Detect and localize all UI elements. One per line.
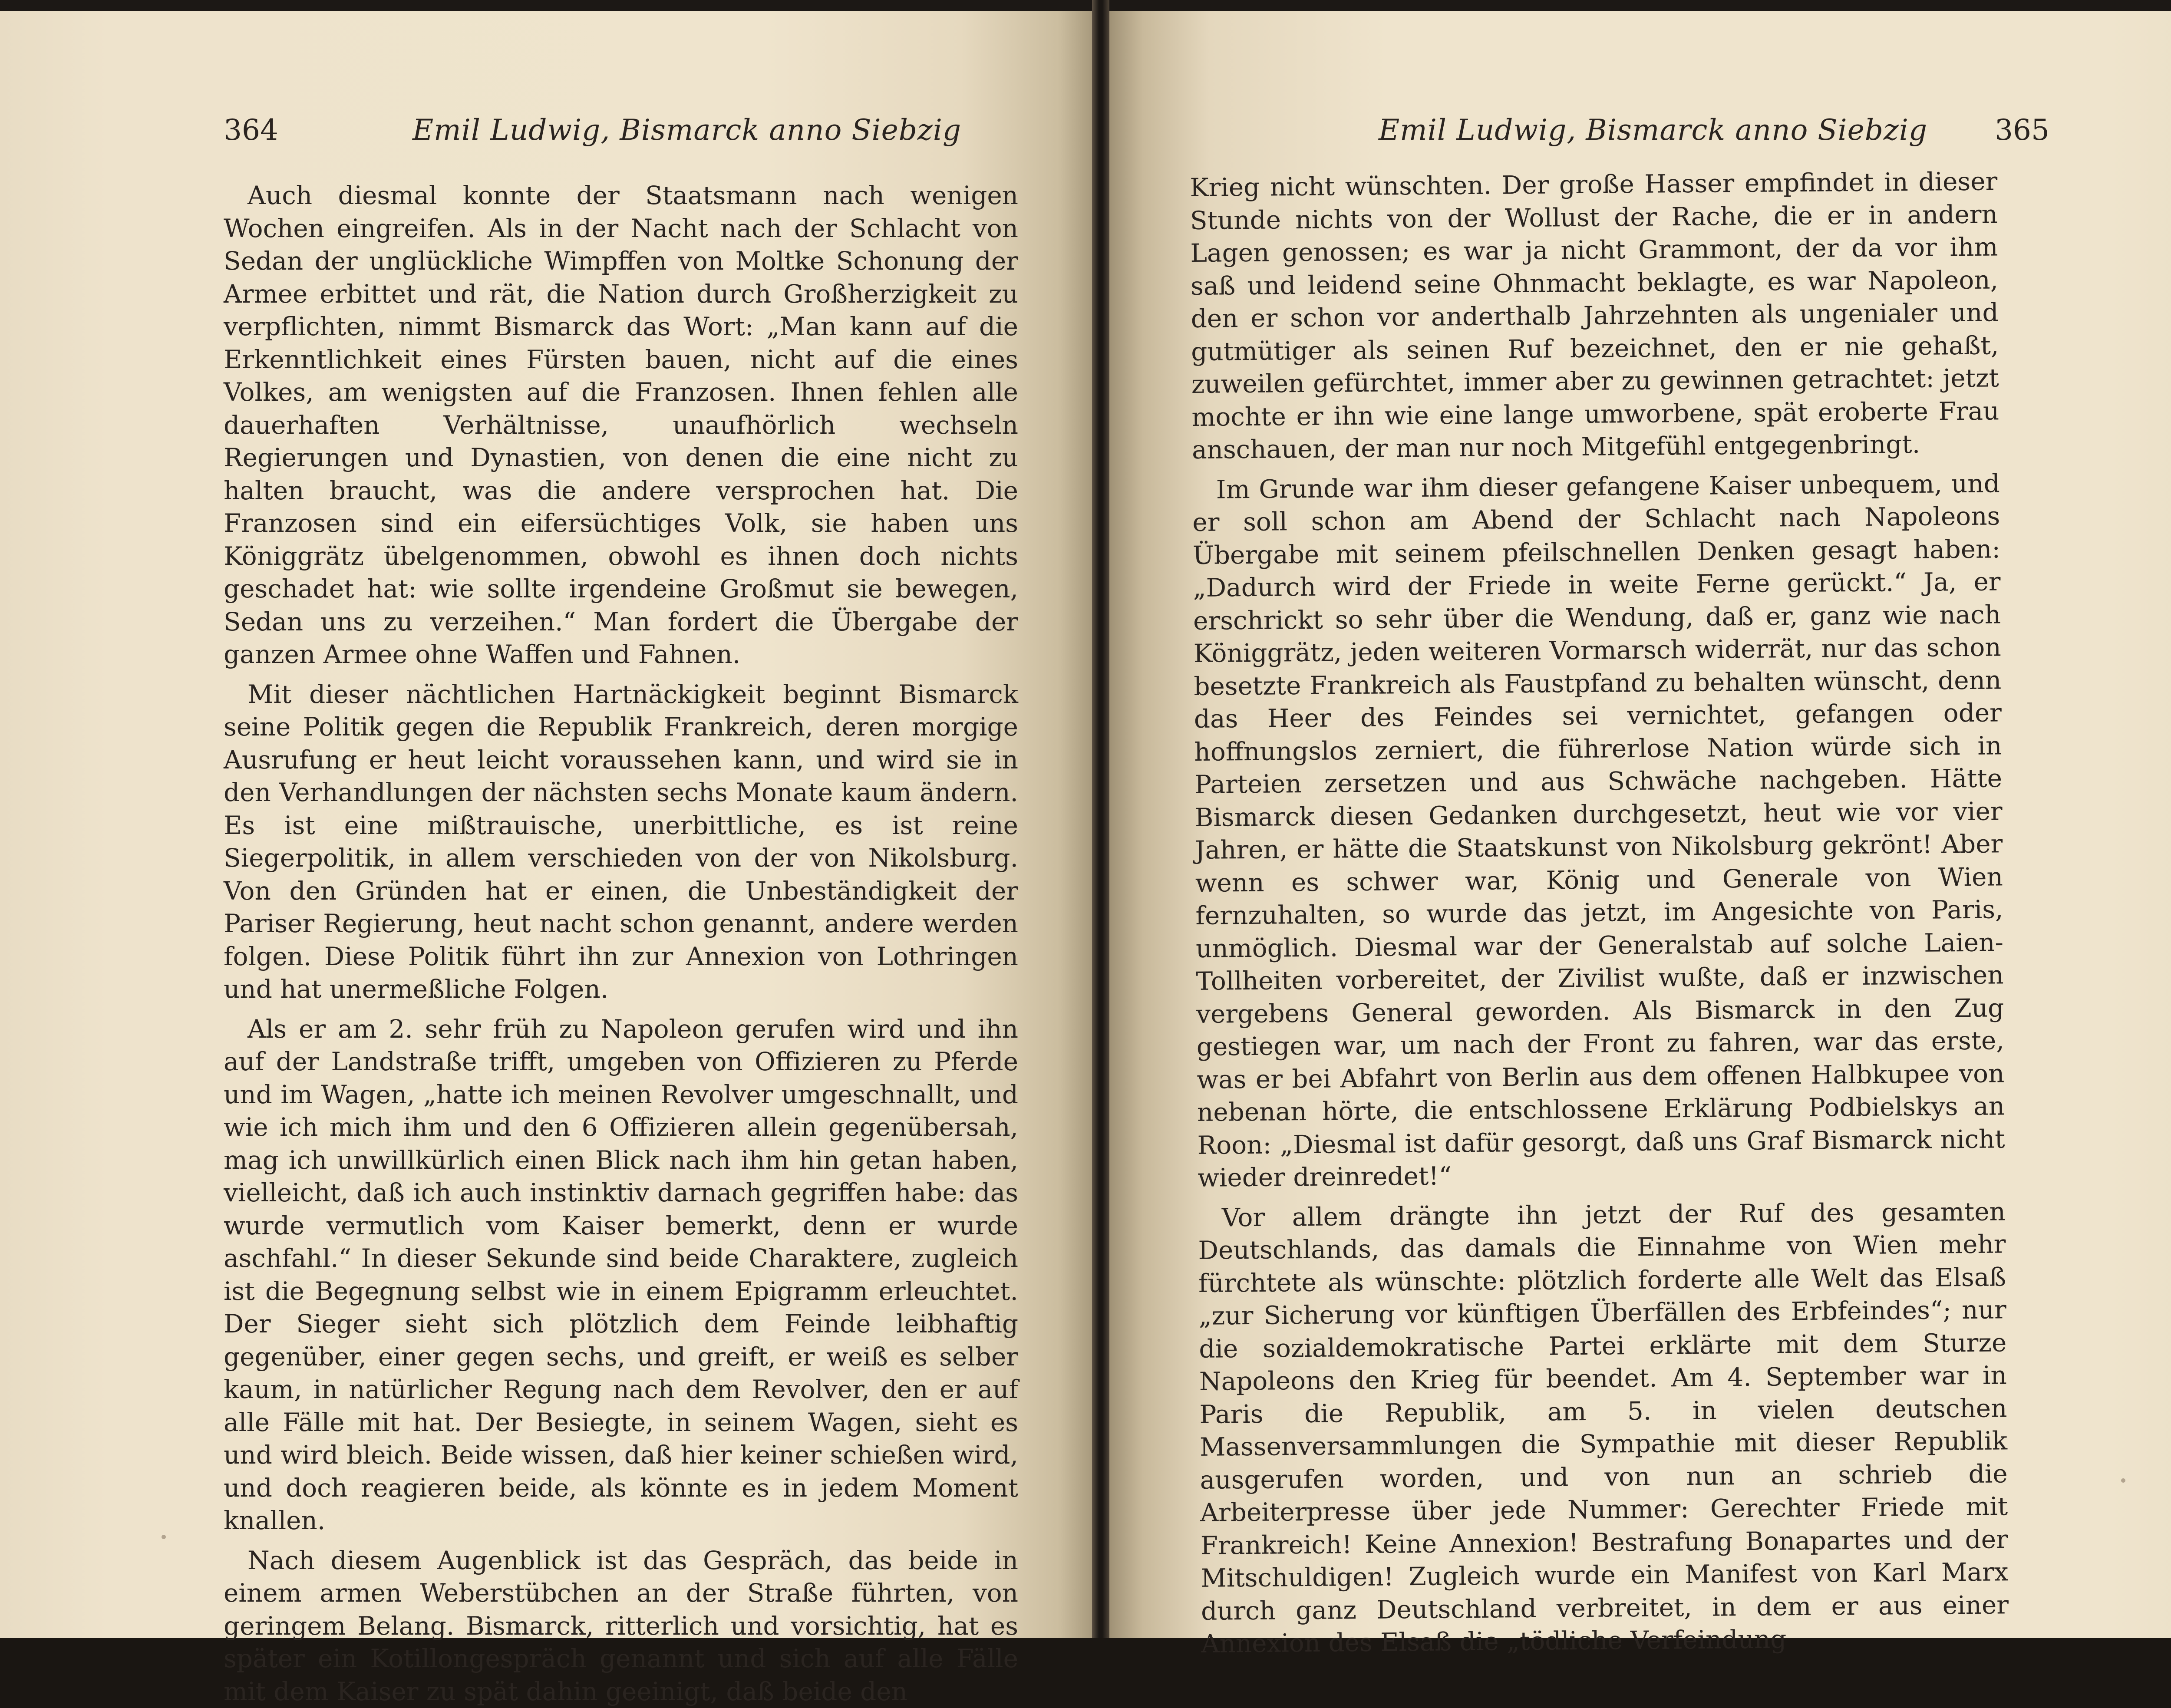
right-paragraph-3: Vor allem drängte ihn jetzt der Ruf des gesamten Deutschlands, das damals die Einnahme von Wien mehr fürchtete als wünschte: plötzlich forderte alle Welt das Elsaß „zur Sicherung vor künftigen Überfällen des Erbfeindes“; nur die sozialdemokratische Partei erklärte mit dem Sturze Napoleons den Krieg für beendet. Am 4. September war in Paris die Republik, am 5. in vielen deutschen Massenversammlungen die Sympathie mit dieser Republik ausgerufen worden, und von nun an schrieb die Arbeiterpresse über jede Nummer: Gerechter Friede mit Frankreich! Keine Annexion! Bestrafung Bonapartes und der Mitschuldigen! Zugleich wurde ein Manifest von Karl Marx durch ganz Deutschland verbreitet, in dem er aus einer Annexion des Elsaß die „tödliche Verfeindung [1198, 1195, 2009, 1661]
left-page [0, 11, 1092, 1638]
right-paragraph-2: Im Grunde war ihm dieser gefangene Kaiser unbequem, und er soll schon am Abend der Schlacht nach Napoleons Übergabe mit seinem pfeilschnellen Denken gesagt haben: „Dadurch wird der Friede in weite Ferne gerückt.“ Ja, er erschrickt so sehr über die Wendung, daß er, ganz wie nach Königgrätz, jeden weiteren Vormarsch widerrät, nur das schon besetzte Frankreich als Faustpfand zu behalten wünscht, denn das Heer des Feindes sei vernichtet, gefangen oder hoffnungslos zerniert, die führerlose Nation würde sich in Parteien zersetzen und aus Schwäche nachgeben. Hätte Bismarck diesen Gedanken durchgesetzt, heut wie vor vier Jahren, er hätte die Staatskunst von Nikolsburg gekrönt! Aber wenn es schwer war, König und Generale von Wien fernzuhalten, so wurde das jetzt, im Angesichte von Paris, unmöglich. Diesmal war der Generalstab auf solche Laien-Tollheiten vorbereitet, der Zivilist wußte, daß er inzwischen vergebens General geworden. Als Bismarck in den Zug gestiegen war, um nach der Front zu fahren, war das erste, was er bei Abfahrt von Berlin aus dem offenen Halbkupee von nebenan hörte, die entschlossene Erklärung Podbielskys an Roon: „Diesmal ist dafür gesorgt, daß uns Graf Bismarck nicht wieder dreinredet!“ [1192, 467, 2005, 1195]
right-page-body [1190, 165, 2009, 1660]
left-paragraph-3: Als er am 2. sehr früh zu Napoleon gerufen wird und ihn auf der Landstraße trifft, umgeben von Offizieren zu Pferde und im Wagen, „hatte ich meinen Revolver umgeschnallt, und wie ich mich ihm und den 6 Offizieren allein gegenübersah, mag ich unwillkürlich einen Blick nach ihm hin getan haben, vielleicht, daß ich auch instinktiv darnach gegriffen habe: das wurde vermutlich vom Kaiser bemerkt, denn er wurde aschfahl.“ In dieser Sekunde sind beide Charaktere, zugleich ist die Begegnung selbst wie in einem Epigramm erleuchtet. Der Sieger sieht sich plötzlich dem Feinde leibhaftig gegenüber, einer gegen sechs, und greift, er weiß es selber kaum, in natürlicher Regung nach dem Revolver, den er auf alle Fälle mit hat. Der Besiegte, in seinem Wagen, sieht es und wird bleich. Beide wissen, daß hier keiner schießen wird, und doch reagieren beide, als könnte es in jedem Moment knallen. [224, 1013, 1018, 1537]
scan-top-edge [0, 0, 2171, 11]
right-paragraph-1: Krieg nicht wünschten. Der große Hasser empfindet in dieser Stunde nichts von der Wollust der Rache, die er in andern Lagen genossen; es war ja nicht Grammont, der da vor ihm saß und leidend seine Ohnmacht beklagte, es war Napoleon, den er schon vor anderthalb Jahrzehnten als ungenialer und gutmütiger als seinen Ruf bezeichnet, den er nie gehaßt, zuweilen gefürchtet, immer aber zu gewinnen getrachtet: jetzt mochte er ihn wie eine lange umworbene, spät eroberte Frau anschauen, der man nur noch Mitgefühl entgegenbringt. [1190, 165, 1999, 466]
left-paragraph-2: Mit dieser nächtlichen Hartnäckigkeit beginnt Bismarck seine Politik gegen die Republik Frankreich, deren morgige Ausrufung er heut leicht voraussehen kann, und wird sie in den Verhandlungen der nächsten sechs Monate kaum ändern. Es ist eine mißtrauische, unerbittliche, es ist reine Siegerpolitik, in allem verschieden von der von Nikolsburg. Von den Gründen hat er einen, die Unbeständigkeit der Pariser Regierung, heut nacht schon genannt, andere werden folgen. Diese Politik führt ihn zur Annexion von Lothringen und hat unermeßliche Folgen. [224, 678, 1018, 1006]
right-page [1109, 11, 2171, 1638]
right-page-number: 365 [1995, 113, 2049, 148]
left-running-head: Emil Ludwig, Bismarck anno Siebzig [412, 113, 961, 148]
right-running-head: Emil Ludwig, Bismarck anno Siebzig [1379, 113, 1927, 148]
paper-speck [2121, 1478, 2125, 1483]
left-page-number: 364 [224, 113, 278, 148]
paper-speck [162, 1535, 166, 1539]
left-paragraph-4: Nach diesem Augenblick ist das Gespräch, das beide in einem armen Weberstübchen an der Straße führten, von geringem Belang. Bismarck, ritterlich und vorsichtig, hat es später ein Kotillongespräch genannt und sich auf alle Fälle mit dem Kaiser zu spät dahin geeinigt, daß beide den [224, 1544, 1018, 1708]
book-gutter [1092, 0, 1109, 1638]
left-paragraph-1: Auch diesmal konnte der Staatsmann nach wenigen Wochen eingreifen. Als in der Nacht nach der Schlacht von Sedan der unglückliche Wimpffen von Moltke Schonung der Armee erbittet und rät, die Nation durch Großherzigkeit zu verpflichten, nimmt Bismarck das Wort: „Man kann auf die Erkenntlichkeit eines Fürsten bauen, nicht auf die eines Volkes, am wenigsten auf die Franzosen. Ihnen fehlen alle dauerhaften Verhältnisse, unaufhörlich wechseln Regierungen und Dynastien, von denen die eine nicht zu halten braucht, was die andere versprochen hat. Die Franzosen sind ein eifersüchtiges Volk, sie haben uns Königgrätz übelgenommen, obwohl es ihnen doch nichts geschadet hat: wie sollte irgendeine Großmut sie bewegen, Sedan uns zu verzeihen.“ Man fordert die Übergabe der ganzen Armee ohne Waffen und Fahnen. [224, 179, 1018, 671]
left-page-body [224, 179, 1018, 1708]
